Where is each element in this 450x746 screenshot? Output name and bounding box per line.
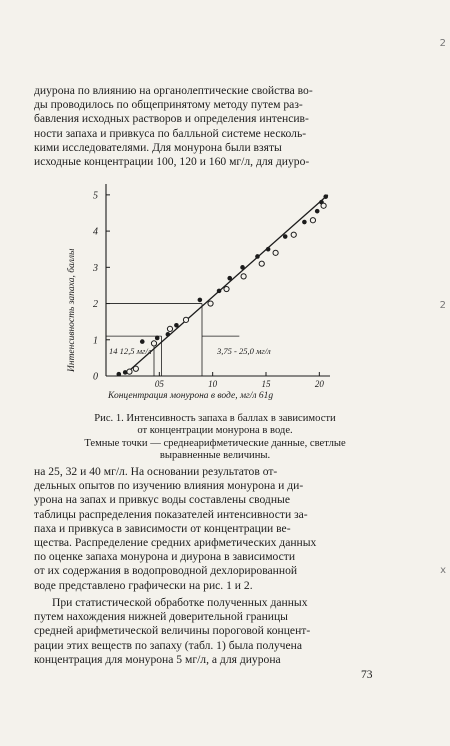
data-point-smoothed <box>127 369 132 374</box>
text-line: щества. Распределение средних арифметических данных <box>34 536 317 550</box>
margin-mark: 2 <box>439 300 446 311</box>
data-point-smoothed <box>183 317 188 322</box>
caption-line: Рис. 1. Интенсивность запаха в баллах в зависимости <box>94 413 336 424</box>
x-tick-label: 05 <box>154 379 164 389</box>
text-line: дельных опытов по изучению влияния монурона и ди- <box>34 479 304 493</box>
data-point-smoothed <box>167 326 172 331</box>
figure-caption <box>60 413 370 462</box>
chart-annotation: 14 12,5 мг/л <box>109 346 152 356</box>
data-point-mean <box>315 209 320 214</box>
text-line: таблицы распределения показателей интенсивности за- <box>34 507 308 521</box>
y-tick-label: 3 <box>93 262 98 274</box>
data-point-smoothed <box>310 218 315 223</box>
text-line: путем нахождения нижней доверительной границы <box>34 610 288 624</box>
text-line: средней арифметической величины пороговой концент- <box>34 624 311 638</box>
data-point-mean <box>155 336 160 341</box>
data-point-smoothed <box>151 341 156 346</box>
bottom-paragraph <box>34 596 386 667</box>
y-tick-label: 2 <box>93 299 98 311</box>
margin-mark: 2 <box>439 38 446 49</box>
chart-annotation: 3,75 - 25,0 мг/л <box>217 346 271 356</box>
text-line: паха и привкуса в зависимости от концентрации ве- <box>34 521 291 535</box>
data-point-mean <box>166 332 171 337</box>
data-point-mean <box>302 220 307 225</box>
x-tick-label: 15 <box>261 379 271 389</box>
data-point-smoothed <box>259 261 264 266</box>
page-number: 73 <box>361 669 373 681</box>
middle-paragraph <box>34 465 386 593</box>
x-tick-label: 20 <box>314 379 324 389</box>
text-line: воде представлено графически на рис. 1 и 2. <box>34 578 253 592</box>
odor-intensity-chart <box>60 178 355 400</box>
caption-line: выравненные величины. <box>159 449 271 461</box>
text-line: урона на запах и привкус воды составлены сводные <box>34 493 290 507</box>
data-point-smoothed <box>291 232 296 237</box>
data-point-mean <box>266 247 271 252</box>
data-point-mean <box>255 254 260 259</box>
data-point-mean <box>198 298 203 303</box>
data-point-mean <box>174 323 179 328</box>
data-point-mean <box>283 234 288 239</box>
y-tick-label: 0 <box>93 371 98 383</box>
text-line: рации этих веществ по запаху (табл. 1) была получена <box>34 638 303 652</box>
x-axis-label: Концентрация монурона в воде, мг/л 61g <box>108 391 274 400</box>
data-point-mean <box>140 339 145 344</box>
data-point-mean <box>323 194 328 199</box>
data-point-smoothed <box>241 274 246 279</box>
data-point-mean <box>117 372 122 377</box>
data-point-mean <box>217 289 222 294</box>
data-point-mean <box>240 265 245 270</box>
text-line: по оценке запаха монурона и диурона в зависимости <box>34 550 296 564</box>
x-tick-label: 10 <box>208 379 218 389</box>
y-axis-label: Интенсивность запаха, баллы <box>67 248 77 372</box>
data-point-smoothed <box>321 203 326 208</box>
text-line: ности запаха и привкуса по балльной системе несколь- <box>34 126 307 140</box>
top-paragraph <box>34 84 386 169</box>
text-line: диурона по влиянию на органолептические свойства во- <box>34 84 313 97</box>
caption-line: от концентрации монурона в воде. <box>137 425 293 437</box>
data-point-smoothed <box>273 250 278 255</box>
text-line: на 25, 32 и 40 мг/л. На основании результатов от- <box>34 465 278 478</box>
text-line: от их содержания в водопроводной дехлорированной <box>34 564 298 578</box>
y-tick-label: 5 <box>93 190 98 202</box>
y-tick-label: 4 <box>93 226 98 238</box>
data-point-smoothed <box>208 301 213 306</box>
text-line: бавления исходных растворов и определения интенсив- <box>34 112 309 126</box>
text-line: концентрация для монурона 5 мг/л, а для диурона <box>34 652 281 666</box>
data-point-mean <box>227 276 232 281</box>
data-point-smoothed <box>133 366 138 371</box>
data-point-smoothed <box>224 286 229 291</box>
text-line: исходные концентрации 100, 120 и 160 мг/л, для диуро- <box>34 155 310 169</box>
caption-line: Темные точки — среднеарифметические данные, светлые <box>84 437 346 449</box>
text-line: кими исследователями. Для монурона были взяты <box>34 140 282 154</box>
y-tick-label: 1 <box>93 335 98 347</box>
text-line: При статистической обработке полученных данных <box>52 596 308 609</box>
margin-mark: x <box>440 565 446 576</box>
text-line: ды проводилось по общепринятому методу путем раз- <box>34 98 303 112</box>
